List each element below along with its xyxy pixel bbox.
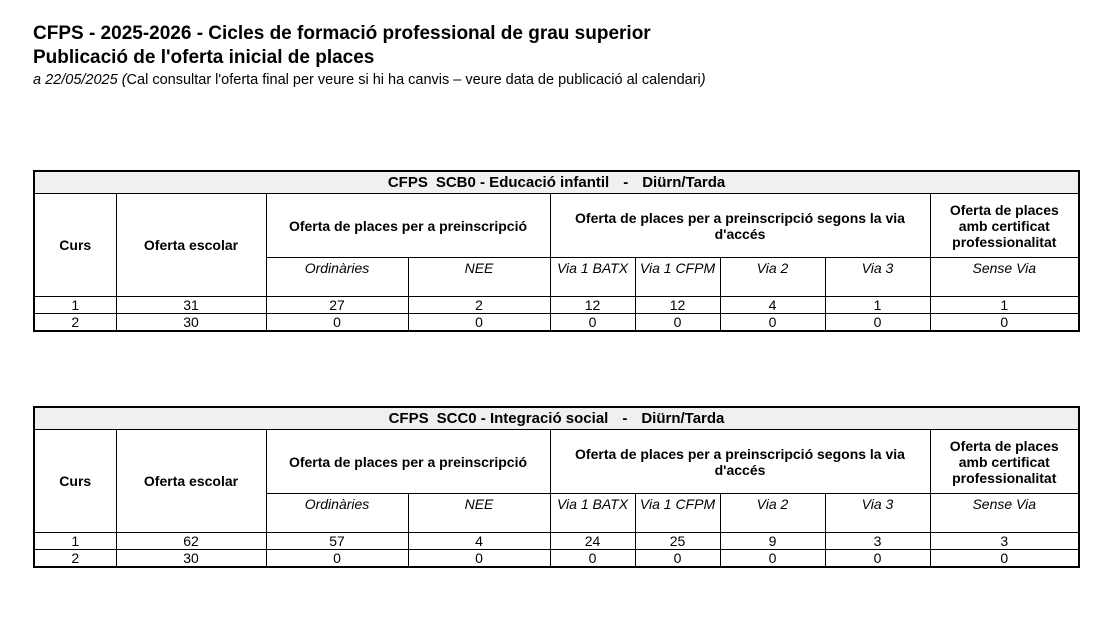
cell-via1-batx: 24 xyxy=(550,533,635,550)
cell-sense-via: 3 xyxy=(930,533,1079,550)
cell-sense-via: 0 xyxy=(930,314,1079,332)
col-via3: Via 3 xyxy=(825,494,930,533)
col-via1-cfpm: Via 1 CFPM xyxy=(635,258,720,297)
cell-via3: 0 xyxy=(825,314,930,332)
cell-sense-via: 0 xyxy=(930,550,1079,568)
note-open-paren: ( xyxy=(117,72,127,88)
col-via1-cfpm: Via 1 CFPM xyxy=(635,494,720,533)
table-row xyxy=(34,550,1079,568)
col-via2: Via 2 xyxy=(720,258,825,297)
band-prefix: CFPS xyxy=(387,173,428,191)
cell-via1-batx: 0 xyxy=(550,550,635,568)
band-code: SCB0 - Educació infantil xyxy=(435,173,610,191)
col-sense-via: Sense Via xyxy=(930,258,1079,297)
col-via1-batx: Via 1 BATX xyxy=(550,494,635,533)
cell-via3: 1 xyxy=(825,297,930,314)
col-via1-batx: Via 1 BATX xyxy=(550,258,635,297)
table-band xyxy=(34,407,1079,430)
cell-via3: 0 xyxy=(825,550,930,568)
offer-table-scb0 xyxy=(33,170,1080,332)
cell-via2: 9 xyxy=(720,533,825,550)
page-header xyxy=(33,22,706,89)
col-via3: Via 3 xyxy=(825,258,930,297)
cell-via2: 0 xyxy=(720,314,825,332)
col-preinscripcio: Oferta de places per a preinscripció xyxy=(266,194,550,258)
cell-ordinaries: 0 xyxy=(266,550,408,568)
cell-curs: 2 xyxy=(34,314,116,332)
table-row xyxy=(34,533,1079,550)
col-ordinaries: Ordinàries xyxy=(266,258,408,297)
band-dash: - xyxy=(623,173,629,191)
col-nee: NEE xyxy=(408,494,550,533)
table-row xyxy=(34,314,1079,332)
col-curs: Curs xyxy=(34,430,116,533)
cell-curs: 2 xyxy=(34,550,116,568)
col-sense-via: Sense Via xyxy=(930,494,1079,533)
note-text: Cal consultar l'oferta final per veure si hi ha canvis – veure data de publicació al calendari xyxy=(126,72,701,88)
cell-nee: 0 xyxy=(408,314,550,332)
publication-date: a 22/05/2025 xyxy=(33,72,118,88)
cell-via1-cfpm: 12 xyxy=(635,297,720,314)
table-row xyxy=(34,297,1079,314)
cell-via1-cfpm: 25 xyxy=(635,533,720,550)
cell-via1-cfpm: 0 xyxy=(635,314,720,332)
cell-ordinaries: 27 xyxy=(266,297,408,314)
cell-via1-batx: 0 xyxy=(550,314,635,332)
cell-nee: 2 xyxy=(408,297,550,314)
cell-ordinaries: 57 xyxy=(266,533,408,550)
cell-via3: 3 xyxy=(825,533,930,550)
col-oferta-escolar: Oferta escolar xyxy=(116,194,266,297)
band-regime: Diürn/Tarda xyxy=(642,173,726,191)
cell-nee: 0 xyxy=(408,550,550,568)
col-curs: Curs xyxy=(34,194,116,297)
cell-oferta: 31 xyxy=(116,297,266,314)
cell-via2: 4 xyxy=(720,297,825,314)
cell-curs: 1 xyxy=(34,533,116,550)
cell-nee: 4 xyxy=(408,533,550,550)
note-close-paren: ) xyxy=(700,72,706,88)
cell-via1-batx: 12 xyxy=(550,297,635,314)
publication-note xyxy=(33,71,706,89)
cell-oferta: 30 xyxy=(116,550,266,568)
cell-oferta: 62 xyxy=(116,533,266,550)
page-title: CFPS - 2025-2026 - Cicles de formació professional de grau superior xyxy=(33,23,651,44)
col-via2: Via 2 xyxy=(720,494,825,533)
cell-sense-via: 1 xyxy=(930,297,1079,314)
offer-table-scc0 xyxy=(33,406,1080,568)
col-certificat: Oferta de places amb certificat professionalitat xyxy=(930,430,1079,494)
col-via-acces: Oferta de places per a preinscripció segons la via d'accés xyxy=(550,194,930,258)
col-via-acces: Oferta de places per a preinscripció segons la via d'accés xyxy=(550,430,930,494)
cell-oferta: 30 xyxy=(116,314,266,332)
page-subtitle: Publicació de l'oferta inicial de places xyxy=(33,47,375,68)
cell-via1-cfpm: 0 xyxy=(635,550,720,568)
col-certificat: Oferta de places amb certificat professionalitat xyxy=(930,194,1079,258)
band-regime: Diürn/Tarda xyxy=(641,409,725,427)
band-dash: - xyxy=(622,409,628,427)
col-ordinaries: Ordinàries xyxy=(266,494,408,533)
col-nee: NEE xyxy=(408,258,550,297)
cell-ordinaries: 0 xyxy=(266,314,408,332)
table-band xyxy=(34,171,1079,194)
band-prefix: CFPS xyxy=(388,409,429,427)
col-oferta-escolar: Oferta escolar xyxy=(116,430,266,533)
cell-curs: 1 xyxy=(34,297,116,314)
col-preinscripcio: Oferta de places per a preinscripció xyxy=(266,430,550,494)
cell-via2: 0 xyxy=(720,550,825,568)
band-code: SCC0 - Integració social xyxy=(436,409,609,427)
